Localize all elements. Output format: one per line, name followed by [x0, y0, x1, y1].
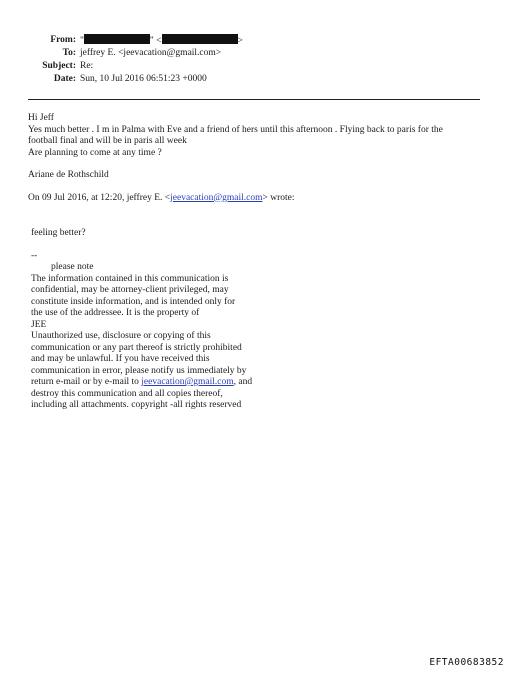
disclaimer-line: the use of the addressee. It is the property of	[31, 308, 200, 318]
signature-separator: --	[31, 250, 38, 261]
date-label: Date:	[53, 74, 76, 84]
to-label: To:	[62, 48, 76, 58]
to-row	[0, 47, 512, 60]
from-row	[0, 34, 512, 47]
disclaimer-line: JEE	[31, 319, 47, 330]
greeting: Hi Jeff	[28, 113, 54, 123]
quoted-text: feeling better?	[31, 228, 86, 238]
disclaimer-line: confidential, may be attorney-client privileged, may	[31, 285, 229, 295]
reply-line: football final and will be in paris all week	[28, 136, 187, 146]
subject-row	[0, 60, 512, 73]
notify-email-link[interactable]: jeevacation@gmail.com	[141, 377, 234, 387]
date-value: Sun, 10 Jul 2016 06:51:23 +0000	[80, 74, 207, 84]
disclaimer-line: Unauthorized use, disclosure or copying of this	[31, 331, 211, 341]
from-label: From:	[50, 35, 76, 45]
redaction-sender-name	[84, 34, 150, 44]
from-value: " " < >	[80, 36, 243, 46]
date-row	[0, 73, 512, 86]
disclaimer-line: communication in error, please notify us immediately by	[31, 365, 247, 376]
reply-line: Are planning to come at any time ?	[28, 147, 162, 158]
disclaimer-line: communication or any part thereof is strictly prohibited	[31, 342, 242, 353]
quote-intro-email-link[interactable]: jeevacation@gmail.com	[170, 192, 263, 203]
disclaimer-line: including all attachments. copyright -all rights reserved	[31, 400, 242, 410]
subject-value: Re:	[80, 61, 94, 71]
quoted-message	[31, 228, 331, 412]
to-value: jeffrey E. <jeevacation@gmail.com>	[80, 48, 222, 58]
bates-number: EFTA00683852	[429, 657, 504, 668]
disclaimer-line: The information contained in this communication is	[31, 273, 229, 284]
reply-line: Yes much better . I m in Palma with Eve and a friend of hers until this afternoon . Flying back to paris for the	[28, 124, 443, 135]
disclaimer-line: constitute inside information, and is intended only for	[31, 296, 236, 307]
signature: Ariane de Rothschild	[28, 170, 109, 180]
header-divider	[28, 99, 480, 100]
disclaimer-line: return e-mail or by e-mail to jeevacation@gmail.com, and	[31, 377, 253, 387]
quote-intro: On 09 Jul 2016, at 12:20, jeffrey E. <jeevacation@gmail.com> wrote:	[28, 192, 295, 203]
disclaimer-line: destroy this communication and all copies thereof,	[31, 388, 223, 399]
subject-label: Subject:	[42, 61, 76, 71]
reply-body	[28, 113, 488, 204]
please-note: please note	[51, 262, 94, 272]
disclaimer	[31, 274, 331, 412]
email-header	[0, 34, 512, 86]
disclaimer-line: and may be unlawful. If you have received this	[31, 354, 210, 364]
redaction-sender-email	[162, 34, 238, 44]
